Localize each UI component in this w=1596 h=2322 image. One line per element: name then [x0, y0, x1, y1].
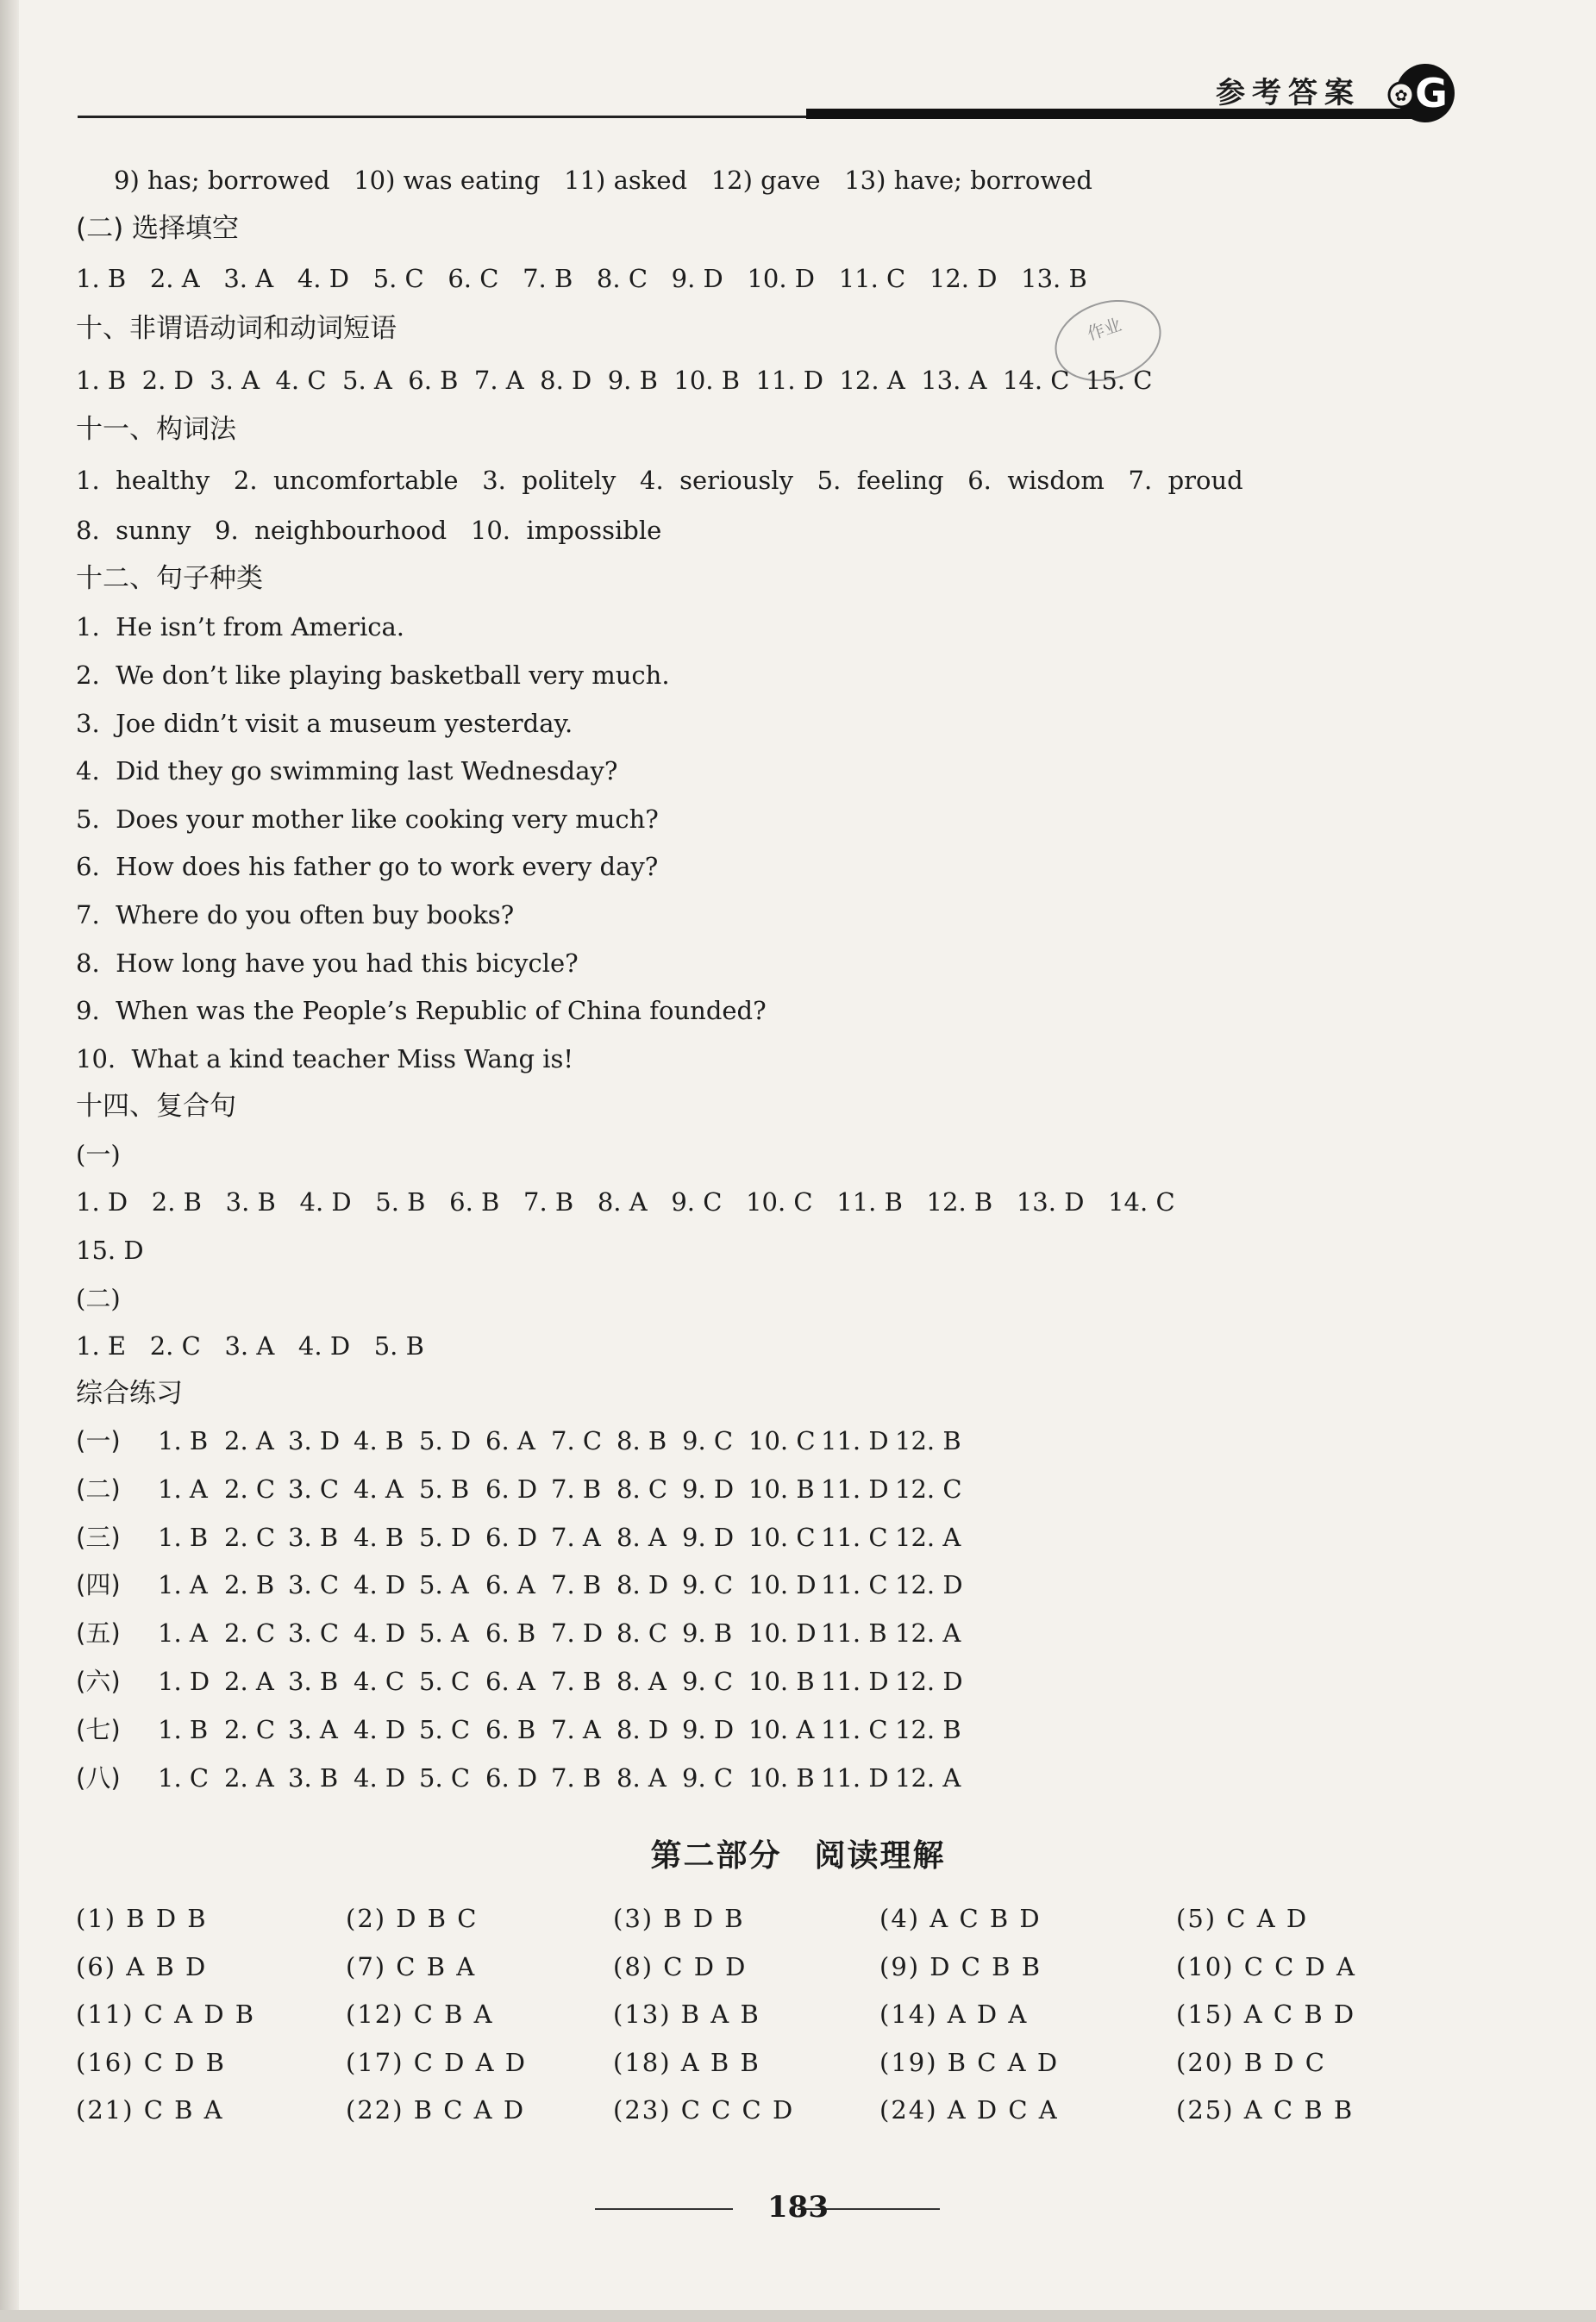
- exercise-answer: 10. C: [748, 1522, 816, 1552]
- reading-row: [76, 2002, 1455, 2030]
- part-two-title: 第二部分 阅读理解: [650, 1838, 946, 1874]
- exercise-answer: 1. C: [158, 1762, 210, 1793]
- section-heading: 十一、构词法: [76, 414, 236, 445]
- exercise-label: (二): [76, 1474, 121, 1504]
- exercise-answer: 3. C: [288, 1570, 340, 1600]
- exercise-answer: 12. A: [895, 1522, 961, 1552]
- exercise-answer: 5. C: [419, 1762, 471, 1793]
- exercise-answer: 6. B: [485, 1714, 536, 1744]
- exercise-answer: 4. B: [354, 1426, 404, 1455]
- exercise-row: [76, 1522, 1369, 1553]
- exercise-row: [76, 1669, 1369, 1697]
- exercise-answer: 7. A: [551, 1714, 601, 1744]
- exercise-answer: 2. A: [224, 1426, 274, 1455]
- exercise-row: [76, 1474, 1369, 1505]
- reading-answer: (14) A D A: [879, 2000, 1029, 2029]
- exercise-answer: 2. A: [224, 1667, 274, 1696]
- reading-answer: (6) A B D: [76, 1951, 208, 1981]
- exercise-answer: 10. D: [748, 1618, 817, 1649]
- exercise-answer: 7. B: [551, 1570, 602, 1600]
- answer-line: 1. E 2. C 3. A 4. D 5. B: [76, 1331, 424, 1361]
- sentence-answer: 7. Where do you often buy books?: [76, 900, 515, 929]
- page-edge-left: [0, 0, 19, 2322]
- exercise-answer: 5. A: [419, 1618, 469, 1649]
- exercise-label: (八): [76, 1762, 121, 1793]
- exercise-answer: 8. A: [616, 1522, 667, 1552]
- exercise-answer: 7. B: [551, 1474, 602, 1504]
- reading-answer: (2) D B C: [346, 1904, 479, 1933]
- exercise-answer: 4. A: [354, 1474, 404, 1504]
- exercise-answer: 2. B: [224, 1570, 275, 1600]
- reading-answer: (1) B D B: [76, 1904, 208, 1933]
- exercise-answer: 11. C: [821, 1570, 888, 1600]
- page-edge-bottom: [0, 2310, 1596, 2322]
- exercise-label: (三): [76, 1522, 121, 1552]
- section-heading: 十二、句子种类: [76, 563, 263, 594]
- exercise-answer: 8. C: [616, 1618, 668, 1649]
- reading-answer: (13) B A B: [613, 2000, 760, 2029]
- exercise-answer: 12. A: [895, 1618, 961, 1649]
- reading-answer: (20) B D C: [1176, 2047, 1326, 2077]
- reading-row: [76, 1906, 1455, 1934]
- exercise-answer: 2. C: [224, 1714, 276, 1744]
- exercise-answer: 4. C: [354, 1667, 405, 1696]
- exercise-answer: 7. B: [551, 1667, 602, 1696]
- exercise-answer: 4. B: [354, 1522, 404, 1552]
- exercise-answer: 1. B: [158, 1714, 209, 1744]
- section-heading: 综合练习: [76, 1378, 183, 1409]
- sentence-answer: 10. What a kind teacher Miss Wang is!: [76, 1044, 574, 1073]
- reading-answer: (11) C A D B: [76, 2000, 256, 2029]
- exercise-answer: 10. B: [748, 1474, 815, 1504]
- exercise-answer: 5. C: [419, 1667, 471, 1696]
- sentence-answer: 3. Joe didn’t visit a museum yesterday.: [76, 709, 573, 738]
- reading-row: [76, 2095, 1455, 2125]
- reading-answer: (23) C C C D: [613, 2095, 795, 2125]
- exercise-answer: 10. C: [748, 1426, 816, 1455]
- reading-answer: (24) A D C A: [879, 2095, 1059, 2125]
- exercise-answer: 4. D: [354, 1618, 406, 1649]
- exercise-answer: 5. B: [419, 1474, 470, 1504]
- svg-text:✿: ✿: [1394, 87, 1408, 105]
- exercise-answer: 7. B: [551, 1762, 602, 1793]
- exercise-answer: 5. D: [419, 1522, 472, 1552]
- exercise-answer: 11. D: [821, 1667, 889, 1696]
- reading-answer: (12) C B A: [346, 2000, 494, 2029]
- reading-answer: (10) C C D A: [1176, 1951, 1356, 1981]
- section-heading: 十四、复合句: [76, 1091, 236, 1122]
- reading-answer: (3) B D B: [613, 1904, 745, 1933]
- exercise-answer: 9. C: [682, 1570, 734, 1600]
- reading-answer: (7) C B A: [346, 1951, 477, 1981]
- exercise-answer: 11. C: [821, 1522, 888, 1552]
- exercise-answer: 6. D: [485, 1522, 538, 1552]
- exercise-answer: 5. C: [419, 1714, 471, 1744]
- exercise-answer: 1. B: [158, 1522, 209, 1552]
- exercise-answer: 10. B: [748, 1762, 815, 1793]
- exercise-answer: 2. C: [224, 1474, 276, 1504]
- sentence-answer: 5. Does your mother like cooking very much?: [76, 804, 659, 834]
- exercise-answer: 3. C: [288, 1474, 340, 1504]
- answer-line: 9) has; borrowed 10) was eating 11) asked 12) gave 13) have; borrowed: [114, 166, 1092, 195]
- exercise-answer: 2. C: [224, 1618, 276, 1649]
- exercise-answer: 1. B: [158, 1426, 209, 1455]
- exercise-answer: 10. A: [748, 1714, 815, 1744]
- exercise-answer: 6. D: [485, 1474, 538, 1504]
- exercise-answer: 12. B: [895, 1426, 961, 1455]
- reading-answer: (17) C D A D: [346, 2047, 528, 2077]
- section-heading: 十、非谓语动词和动词短语: [76, 313, 397, 344]
- logo-letter: G: [1415, 70, 1448, 116]
- section-heading: (二) 选择填空: [76, 213, 240, 244]
- exercise-label: (五): [76, 1618, 121, 1649]
- exercise-answer: 2. C: [224, 1522, 276, 1552]
- exercise-answer: 3. A: [288, 1714, 338, 1744]
- exercise-answer: 7. A: [551, 1522, 601, 1552]
- exercise-label: (六): [76, 1667, 121, 1696]
- reading-answer: (15) A C B D: [1176, 2000, 1356, 2029]
- reading-answer: (18) A B B: [613, 2047, 760, 2077]
- answer-line: 1. D 2. B 3. B 4. D 5. B 6. B 7. B 8. A 9. C 10. C 11. B 12. B 13. D 14. C: [76, 1187, 1175, 1217]
- exercise-answer: 1. A: [158, 1570, 208, 1600]
- exercise-answer: 10. D: [748, 1570, 817, 1600]
- reading-answer: (8) C D D: [613, 1951, 748, 1981]
- exercise-answer: 12. D: [895, 1667, 963, 1696]
- exercise-answer: 5. D: [419, 1426, 472, 1455]
- exercise-answer: 3. D: [288, 1426, 341, 1455]
- exercise-answer: 9. C: [682, 1426, 734, 1455]
- sentence-answer: 8. How long have you had this bicycle?: [76, 948, 579, 978]
- sentence-answer: 6. How does his father go to work every day?: [76, 852, 659, 881]
- reading-answer: (22) B C A D: [346, 2095, 526, 2125]
- reading-answer: (19) B C A D: [879, 2047, 1060, 2077]
- reading-answer: (21) C B A: [76, 2095, 224, 2125]
- stamp-text: 作业: [1084, 314, 1124, 345]
- answer-line: 1. B 2. A 3. A 4. D 5. C 6. C 7. B 8. C 9. D 10. D 11. C 12. D 13. B: [76, 264, 1087, 293]
- sentence-answer: 4. Did they go swimming last Wednesday?: [76, 756, 618, 785]
- exercise-answer: 3. B: [288, 1522, 339, 1552]
- answer-line: 15. D: [76, 1236, 144, 1265]
- exercise-answer: 11. B: [821, 1618, 887, 1649]
- exercise-answer: 11. C: [821, 1714, 888, 1744]
- reading-answer: (9) D C B B: [879, 1951, 1042, 1981]
- exercise-answer: 9. C: [682, 1762, 734, 1793]
- exercise-answer: 8. B: [616, 1426, 667, 1455]
- exercise-answer: 9. D: [682, 1522, 735, 1552]
- exercise-answer: 12. D: [895, 1570, 963, 1600]
- exercise-answer: 9. D: [682, 1714, 735, 1744]
- exercise-answer: 8. D: [616, 1570, 669, 1600]
- exercise-answer: 3. B: [288, 1762, 339, 1793]
- exercise-answer: 11. D: [821, 1426, 889, 1455]
- exercise-answer: 4. D: [354, 1714, 406, 1744]
- exercise-answer: 6. A: [485, 1570, 535, 1600]
- exercise-row: [76, 1618, 1369, 1649]
- exercise-answer: 3. B: [288, 1667, 339, 1696]
- reading-answer: (4) A C B D: [879, 1904, 1042, 1933]
- exercise-answer: 7. D: [551, 1618, 604, 1649]
- answer-line: 1. B 2. D 3. A 4. C 5. A 6. B 7. A 8. D 9. B 10. B 11. D 12. A 13. A 14. C 15. C: [76, 366, 1153, 395]
- subsection-label: (二): [76, 1284, 121, 1313]
- reading-row: [76, 1951, 1455, 1982]
- exercise-label: (四): [76, 1570, 121, 1600]
- reading-answer: (5) C A D: [1176, 1904, 1309, 1933]
- exercise-answer: 7. C: [551, 1426, 603, 1455]
- sentence-answer: 9. When was the People’s Republic of China founded?: [76, 996, 767, 1025]
- exercise-answer: 3. C: [288, 1618, 340, 1649]
- exercise-answer: 12. C: [895, 1474, 962, 1504]
- exercise-answer: 6. D: [485, 1762, 538, 1793]
- exercise-answer: 2. A: [224, 1762, 274, 1793]
- page-number: 183: [767, 2190, 829, 2225]
- exercise-answer: 8. D: [616, 1714, 669, 1744]
- exercise-answer: 5. A: [419, 1570, 469, 1600]
- exercise-answer: 10. B: [748, 1667, 815, 1696]
- sentence-answer: 1. He isn’t from America.: [76, 612, 404, 642]
- exercise-answer: 11. D: [821, 1762, 889, 1793]
- answer-line: 1. healthy 2. uncomfortable 3. politely 4. seriously 5. feeling 6. wisdom 7. proud: [76, 466, 1243, 495]
- exercise-row: [76, 1762, 1369, 1793]
- sentence-answer: 2. We don’t like playing basketball very much.: [76, 660, 670, 690]
- reading-row: [76, 2047, 1455, 2078]
- exercise-answer: 6. A: [485, 1426, 535, 1455]
- answer-line: 8. sunny 9. neighbourhood 10. impossible: [76, 516, 662, 545]
- g-logo-icon: [1384, 60, 1460, 126]
- exercise-answer: 9. D: [682, 1474, 735, 1504]
- reading-answer: (16) C D B: [76, 2047, 226, 2077]
- exercise-answer: 1. D: [158, 1667, 210, 1696]
- exercise-answer: 11. D: [821, 1474, 889, 1504]
- exercise-answer: 6. A: [485, 1667, 535, 1696]
- exercise-answer: 12. A: [895, 1762, 961, 1793]
- exercise-answer: 6. B: [485, 1618, 536, 1649]
- exercise-answer: 9. B: [682, 1618, 733, 1649]
- subsection-label: (一): [76, 1140, 121, 1169]
- reading-answer: (25) A C B B: [1176, 2095, 1355, 2125]
- exercise-answer: 8. A: [616, 1667, 667, 1696]
- exercise-row: [76, 1570, 1369, 1600]
- header-title: 参考答案: [1216, 76, 1361, 110]
- exercise-answer: 12. B: [895, 1714, 961, 1744]
- exercise-answer: 9. C: [682, 1667, 734, 1696]
- exercise-row: [76, 1426, 1369, 1456]
- exercise-answer: 4. D: [354, 1570, 406, 1600]
- exercise-answer: 4. D: [354, 1762, 406, 1793]
- exercise-answer: 1. A: [158, 1618, 208, 1649]
- exercise-answer: 1. A: [158, 1474, 208, 1504]
- exercise-answer: 8. A: [616, 1762, 667, 1793]
- exercise-answer: 8. C: [616, 1474, 668, 1504]
- exercise-row: [76, 1714, 1369, 1745]
- exercise-label: (一): [76, 1426, 121, 1455]
- exercise-label: (七): [76, 1714, 121, 1744]
